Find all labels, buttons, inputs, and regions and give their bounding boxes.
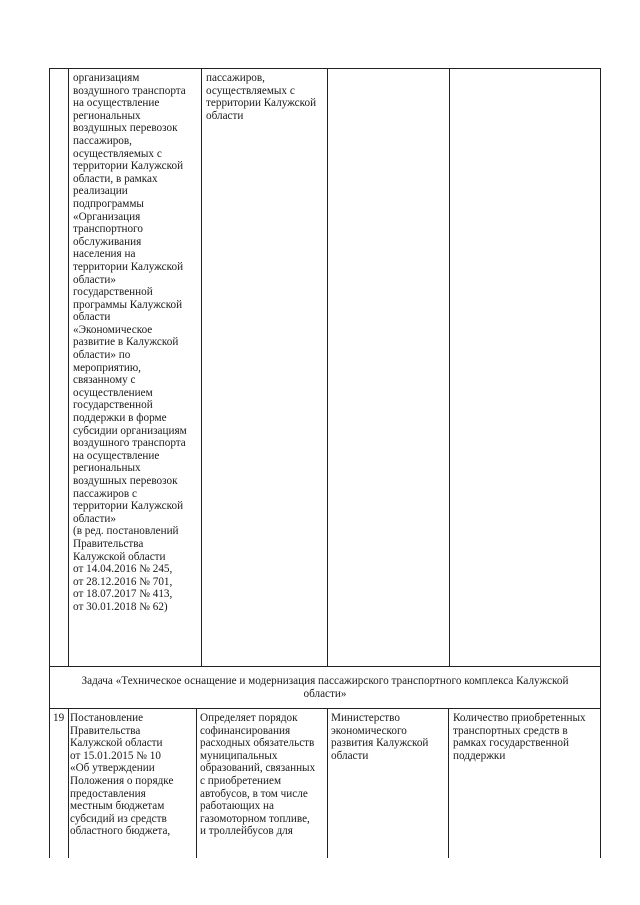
table-border-col3-lower	[327, 708, 328, 858]
task-header: Задача «Техническое оснащение и модернизация пассажирского транспортного комплекса Калужской области»	[81, 675, 569, 700]
table-border-col1-upper	[68, 68, 69, 666]
lower-row-col2-text: Постановление Правительства Калужской области от 15.01.2015 № 10 «Об утверждении Положения о порядке предоставления местным бюджетам субсидий из средств областного бюджета,	[70, 712, 174, 838]
table-border-col2-upper	[201, 68, 202, 666]
table-border-col2-lower	[196, 708, 197, 858]
table-border-col1-lower	[68, 708, 69, 858]
table-border-top	[49, 68, 601, 69]
lower-row-col5-text: Количество приобретенных транспортных средств в рамках государственной поддержки	[453, 712, 586, 762]
lower-row-col3-text: Определяет порядок софинансирования расходных обязательств муниципальных образований, связанных с приобретением автобусов, в том числе работающих на газомоторном топливе, и троллейбусов для	[200, 712, 316, 838]
table-border-right-task	[600, 666, 601, 708]
table-border-upper-bottom	[49, 666, 601, 667]
upper-row-col2-text: организациям воздушного транспорта на осуществление региональных воздушных перевозок пассажиров, осуществляемых с территории Калужской области, в рамках реализации подпрограммы «Организация транспортного обслуживания населения на территории Калужской области» государственной программы Калужской области «Экономическое развитие в Калужской области» по мероприятию, связанному с осуществлением государственной поддержки в форме субсидии организациям воздушного транспорта на осуществление региональных воздушных перевозок пассажиров с территории Калужской области» (в ред. постановлений Правительства Калужской области от 14.04.2016 № 245, от 28.12.2016 № 701, от 18.07.2017 № 413, от 30.01.2018 № 62)	[73, 72, 187, 613]
table-border-col4-upper	[449, 68, 450, 666]
table-border-col3-upper	[327, 68, 328, 666]
table-border-right-upper	[600, 68, 601, 666]
table-border-left-lower	[49, 708, 50, 858]
upper-row-col3-text: пассажиров, осуществляемых с территории Калужской области	[206, 72, 317, 122]
table-border-task-bottom	[49, 708, 601, 709]
lower-row-col4-text: Министерство экономического развития Калужской области	[331, 712, 429, 762]
table-border-left-upper	[49, 68, 50, 666]
table-border-right-lower	[600, 708, 601, 858]
table-border-col4-lower	[448, 708, 449, 858]
row-number: 19	[53, 712, 65, 724]
